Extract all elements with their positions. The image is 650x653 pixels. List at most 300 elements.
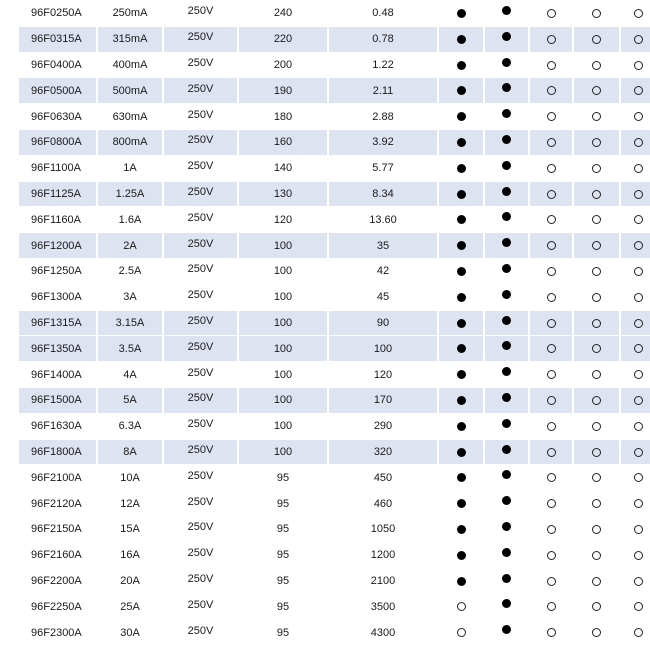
open-circle-icon <box>547 344 556 353</box>
rated-voltage-cell <box>164 465 237 490</box>
filled-circle-icon <box>502 367 511 376</box>
value-cell: 5.77 <box>372 162 394 175</box>
rated-voltage-cell <box>164 207 237 232</box>
value-cell: 290 <box>373 420 393 433</box>
approval-mark-cell <box>485 388 528 413</box>
rated-voltage-text: 250V <box>187 366 214 379</box>
rated-voltage-text: 250V <box>187 443 214 456</box>
approval-mark-cell <box>485 620 528 645</box>
rated-current-cell: 630mA <box>112 110 148 123</box>
table-row <box>19 182 650 207</box>
filled-circle-icon <box>502 135 511 144</box>
rated-voltage-cell <box>164 285 237 310</box>
rated-voltage-cell <box>164 1 237 26</box>
open-circle-icon <box>634 602 643 611</box>
approval-mark-cell <box>574 130 619 155</box>
open-circle-icon <box>634 86 643 95</box>
open-circle-icon <box>457 602 466 611</box>
open-circle-icon <box>634 448 643 457</box>
approval-mark-cell <box>621 104 650 129</box>
approval-mark-cell <box>621 285 650 310</box>
open-circle-icon <box>592 9 601 18</box>
value-cell: 95 <box>276 523 290 536</box>
filled-circle-icon <box>502 625 511 634</box>
rated-voltage-text: 250V <box>187 185 214 198</box>
approval-mark-cell <box>574 53 619 78</box>
part-number-cell: 96F0630A <box>31 110 82 123</box>
approval-mark-cell <box>574 259 619 284</box>
open-circle-icon <box>547 370 556 379</box>
value-cell: 2100 <box>370 574 396 587</box>
rated-current-cell: 16A <box>120 549 140 562</box>
open-circle-icon <box>634 473 643 482</box>
approval-mark-cell <box>574 78 619 103</box>
value-cell: 240 <box>273 7 293 20</box>
value-cell: 450 <box>373 471 393 484</box>
open-circle-icon <box>592 370 601 379</box>
filled-circle-icon <box>502 599 511 608</box>
open-circle-icon <box>547 267 556 276</box>
filled-circle-icon <box>502 445 511 454</box>
open-circle-icon <box>592 396 601 405</box>
approval-mark-cell <box>621 517 650 542</box>
rated-voltage-text: 250V <box>187 392 214 405</box>
open-circle-icon <box>547 499 556 508</box>
open-circle-icon <box>592 473 601 482</box>
approval-mark-cell <box>485 182 528 207</box>
part-number-cell: 96F2150A <box>31 523 82 536</box>
part-number-cell: 96F1125A <box>19 182 96 207</box>
approval-mark-cell <box>485 543 528 568</box>
approval-mark-cell <box>530 259 572 284</box>
value-cell: 2.11 <box>329 78 437 103</box>
approval-mark-cell <box>439 362 483 387</box>
filled-circle-icon <box>502 212 511 221</box>
table-row <box>19 78 650 103</box>
approval-mark-cell <box>530 53 572 78</box>
approval-mark-cell <box>485 440 528 465</box>
rated-current-cell: 1.25A <box>98 182 162 207</box>
approval-mark-cell <box>485 285 528 310</box>
approval-mark-cell <box>574 465 619 490</box>
rated-voltage-text: 250V <box>187 598 214 611</box>
open-circle-icon <box>592 267 601 276</box>
value-cell: 120 <box>273 213 293 226</box>
value-cell: 100 <box>239 233 327 258</box>
approval-mark-cell <box>574 362 619 387</box>
rated-voltage-cell <box>164 130 237 155</box>
open-circle-icon <box>634 370 643 379</box>
part-number-cell: 96F1300A <box>31 291 82 304</box>
value-cell: 42 <box>376 265 390 278</box>
value-cell: 170 <box>329 388 437 413</box>
rated-voltage-cell <box>164 259 237 284</box>
filled-circle-icon <box>457 9 466 18</box>
approval-mark-cell <box>621 569 650 594</box>
rated-voltage-text: 250V <box>187 624 214 637</box>
approval-mark-cell <box>530 543 572 568</box>
rated-voltage-cell <box>164 156 237 181</box>
open-circle-icon <box>547 190 556 199</box>
rated-current-cell: 10A <box>120 471 140 484</box>
part-number-cell: 96F0250A <box>31 7 82 20</box>
fuse-spec-table-container <box>17 0 646 646</box>
table-row <box>19 130 650 155</box>
part-number-cell: 96F2200A <box>31 574 82 587</box>
approval-mark-cell <box>439 440 483 465</box>
rated-current-cell: 400mA <box>112 58 148 71</box>
approval-mark-cell <box>530 156 572 181</box>
approval-mark-cell <box>574 156 619 181</box>
approval-mark-cell <box>574 440 619 465</box>
open-circle-icon <box>634 551 643 560</box>
open-circle-icon <box>634 267 643 276</box>
open-circle-icon <box>547 577 556 586</box>
approval-mark-cell <box>439 156 483 181</box>
open-circle-icon <box>547 215 556 224</box>
open-circle-icon <box>634 577 643 586</box>
value-cell: 35 <box>329 233 437 258</box>
rated-voltage-text: 250V <box>187 547 214 560</box>
approval-mark-cell <box>530 620 572 645</box>
open-circle-icon <box>547 112 556 121</box>
open-circle-icon <box>634 344 643 353</box>
approval-mark-cell <box>621 1 650 26</box>
open-circle-icon <box>634 499 643 508</box>
table-row <box>19 336 650 361</box>
value-cell: 190 <box>239 78 327 103</box>
rated-voltage-text: 250V <box>187 56 214 69</box>
approval-mark-cell <box>439 414 483 439</box>
table-row <box>19 104 650 129</box>
part-number-cell: 96F0315A <box>19 27 96 52</box>
value-cell: 45 <box>376 291 390 304</box>
open-circle-icon <box>547 293 556 302</box>
filled-circle-icon <box>502 264 511 273</box>
approval-mark-cell <box>621 336 650 361</box>
filled-circle-icon <box>502 58 511 67</box>
value-cell: 1050 <box>370 523 396 536</box>
table-row <box>19 491 650 516</box>
approval-mark-cell <box>621 78 650 103</box>
rated-current-cell: 5A <box>98 388 162 413</box>
open-circle-icon <box>634 525 643 534</box>
rated-voltage-cell <box>164 594 237 619</box>
table-row <box>19 517 650 542</box>
value-cell: 320 <box>329 440 437 465</box>
open-circle-icon <box>547 473 556 482</box>
open-circle-icon <box>592 344 601 353</box>
rated-voltage-text: 250V <box>187 134 214 147</box>
approval-mark-cell <box>485 104 528 129</box>
value-cell: 220 <box>239 27 327 52</box>
open-circle-icon <box>592 319 601 328</box>
approval-mark-cell <box>621 27 650 52</box>
part-number-cell: 96F1200A <box>19 233 96 258</box>
rated-current-cell: 315mA <box>98 27 162 52</box>
approval-mark-cell <box>485 311 528 336</box>
open-circle-icon <box>634 138 643 147</box>
approval-mark-cell <box>574 207 619 232</box>
approval-mark-cell <box>621 259 650 284</box>
open-circle-icon <box>592 241 601 250</box>
value-cell: 100 <box>273 368 293 381</box>
open-circle-icon <box>592 61 601 70</box>
rated-voltage-text: 250V <box>187 418 214 431</box>
approval-mark-cell <box>574 285 619 310</box>
open-circle-icon <box>592 525 601 534</box>
approval-mark-cell <box>621 182 650 207</box>
table-row <box>19 285 650 310</box>
value-cell: 3500 <box>370 600 396 613</box>
value-cell: 140 <box>273 162 293 175</box>
table-row <box>19 543 650 568</box>
value-cell: 100 <box>273 291 293 304</box>
rated-voltage-cell <box>164 362 237 387</box>
open-circle-icon <box>547 525 556 534</box>
rated-voltage-cell <box>164 517 237 542</box>
rated-current-cell: 1A <box>123 162 137 175</box>
rated-voltage-text: 250V <box>187 314 214 327</box>
approval-mark-cell <box>621 156 650 181</box>
value-cell: 8.34 <box>329 182 437 207</box>
value-cell: 460 <box>373 497 393 510</box>
open-circle-icon <box>547 448 556 457</box>
open-circle-icon <box>547 164 556 173</box>
value-cell: 180 <box>273 110 293 123</box>
value-cell: 100 <box>329 336 437 361</box>
approval-mark-cell <box>530 362 572 387</box>
open-circle-icon <box>547 628 556 637</box>
filled-circle-icon <box>457 525 466 534</box>
rated-voltage-text: 250V <box>187 31 214 44</box>
filled-circle-icon <box>502 187 511 196</box>
approval-mark-cell <box>439 569 483 594</box>
approval-mark-cell <box>439 517 483 542</box>
approval-mark-cell <box>574 182 619 207</box>
approval-mark-cell <box>574 104 619 129</box>
rated-current-cell: 15A <box>120 523 140 536</box>
filled-circle-icon <box>457 577 466 586</box>
approval-mark-cell <box>574 543 619 568</box>
approval-mark-cell <box>439 1 483 26</box>
part-number-cell: 96F0400A <box>31 58 82 71</box>
rated-voltage-text: 250V <box>187 211 214 224</box>
approval-mark-cell <box>439 182 483 207</box>
part-number-cell: 96F2160A <box>31 549 82 562</box>
part-number-cell: 96F1350A <box>19 336 96 361</box>
approval-mark-cell <box>621 207 650 232</box>
approval-mark-cell <box>439 311 483 336</box>
filled-circle-icon <box>457 422 466 431</box>
filled-circle-icon <box>457 138 466 147</box>
approval-mark-cell <box>530 388 572 413</box>
table-row <box>19 233 650 258</box>
rated-current-cell: 25A <box>120 600 140 613</box>
part-number-cell: 96F1250A <box>31 265 82 278</box>
open-circle-icon <box>592 293 601 302</box>
open-circle-icon <box>592 551 601 560</box>
rated-voltage-text: 250V <box>187 521 214 534</box>
value-cell: 95 <box>276 626 290 639</box>
filled-circle-icon <box>502 238 511 247</box>
rated-voltage-text: 250V <box>187 108 214 121</box>
approval-mark-cell <box>530 517 572 542</box>
approval-mark-cell <box>485 78 528 103</box>
filled-circle-icon <box>502 496 511 505</box>
filled-circle-icon <box>502 316 511 325</box>
rated-current-cell: 250mA <box>112 7 148 20</box>
open-circle-icon <box>592 35 601 44</box>
filled-circle-icon <box>502 341 511 350</box>
rated-current-cell: 3.15A <box>98 311 162 336</box>
open-circle-icon <box>547 551 556 560</box>
table-row <box>19 465 650 490</box>
rated-current-cell: 3.5A <box>98 336 162 361</box>
open-circle-icon <box>592 164 601 173</box>
rated-voltage-cell <box>164 620 237 645</box>
approval-mark-cell <box>530 440 572 465</box>
approval-mark-cell <box>621 362 650 387</box>
approval-mark-cell <box>530 414 572 439</box>
open-circle-icon <box>634 293 643 302</box>
fuse-spec-table <box>17 0 650 646</box>
open-circle-icon <box>547 319 556 328</box>
value-cell: 95 <box>276 497 290 510</box>
approval-mark-cell <box>530 569 572 594</box>
table-row <box>19 259 650 284</box>
part-number-cell: 96F1315A <box>19 311 96 336</box>
value-cell: 4300 <box>370 626 396 639</box>
rated-voltage-text: 250V <box>187 82 214 95</box>
open-circle-icon <box>634 61 643 70</box>
filled-circle-icon <box>502 419 511 428</box>
table-row <box>19 388 650 413</box>
rated-voltage-text: 250V <box>187 495 214 508</box>
table-row <box>19 207 650 232</box>
part-number-cell: 96F0500A <box>19 78 96 103</box>
approval-mark-cell <box>621 388 650 413</box>
open-circle-icon <box>592 215 601 224</box>
table-row <box>19 362 650 387</box>
rated-voltage-cell <box>164 336 237 361</box>
approval-mark-cell <box>439 207 483 232</box>
approval-mark-cell <box>485 465 528 490</box>
approval-mark-cell <box>485 1 528 26</box>
rated-voltage-cell <box>164 104 237 129</box>
approval-mark-cell <box>439 27 483 52</box>
filled-circle-icon <box>457 551 466 560</box>
rated-voltage-text: 250V <box>187 572 214 585</box>
filled-circle-icon <box>457 112 466 121</box>
approval-mark-cell <box>439 104 483 129</box>
approval-mark-cell <box>621 440 650 465</box>
filled-circle-icon <box>457 319 466 328</box>
open-circle-icon <box>592 190 601 199</box>
open-circle-icon <box>547 61 556 70</box>
table-row <box>19 311 650 336</box>
rated-voltage-text: 250V <box>187 340 214 353</box>
open-circle-icon <box>634 9 643 18</box>
rated-voltage-cell <box>164 311 237 336</box>
approval-mark-cell <box>439 336 483 361</box>
filled-circle-icon <box>457 35 466 44</box>
approval-mark-cell <box>574 517 619 542</box>
rated-current-cell: 30A <box>120 626 140 639</box>
table-row <box>19 569 650 594</box>
rated-current-cell: 3A <box>123 291 137 304</box>
approval-mark-cell <box>574 491 619 516</box>
open-circle-icon <box>634 396 643 405</box>
filled-circle-icon <box>457 473 466 482</box>
rated-voltage-cell <box>164 491 237 516</box>
approval-mark-cell <box>621 53 650 78</box>
rated-voltage-text: 250V <box>187 469 214 482</box>
approval-mark-cell <box>621 620 650 645</box>
value-cell: 0.48 <box>372 7 394 20</box>
open-circle-icon <box>592 86 601 95</box>
value-cell: 95 <box>276 600 290 613</box>
open-circle-icon <box>634 241 643 250</box>
approval-mark-cell <box>621 543 650 568</box>
filled-circle-icon <box>457 344 466 353</box>
part-number-cell: 96F1400A <box>31 368 82 381</box>
approval-mark-cell <box>621 130 650 155</box>
approval-mark-cell <box>439 620 483 645</box>
approval-mark-cell <box>485 517 528 542</box>
approval-mark-cell <box>439 259 483 284</box>
approval-mark-cell <box>439 130 483 155</box>
approval-mark-cell <box>530 491 572 516</box>
approval-mark-cell <box>621 465 650 490</box>
approval-mark-cell <box>439 543 483 568</box>
approval-mark-cell <box>485 53 528 78</box>
table-row <box>19 440 650 465</box>
filled-circle-icon <box>457 164 466 173</box>
approval-mark-cell <box>439 594 483 619</box>
rated-current-cell: 8A <box>98 440 162 465</box>
approval-mark-cell <box>574 311 619 336</box>
table-row <box>19 620 650 645</box>
filled-circle-icon <box>457 396 466 405</box>
approval-mark-cell <box>621 311 650 336</box>
open-circle-icon <box>634 319 643 328</box>
table-row <box>19 1 650 26</box>
open-circle-icon <box>592 628 601 637</box>
approval-mark-cell <box>485 156 528 181</box>
rated-current-cell: 4A <box>123 368 137 381</box>
rated-current-cell: 2.5A <box>118 265 142 278</box>
approval-mark-cell <box>439 285 483 310</box>
open-circle-icon <box>547 35 556 44</box>
open-circle-icon <box>547 422 556 431</box>
value-cell: 90 <box>329 311 437 336</box>
approval-mark-cell <box>485 233 528 258</box>
filled-circle-icon <box>502 161 511 170</box>
approval-mark-cell <box>439 53 483 78</box>
filled-circle-icon <box>502 32 511 41</box>
approval-mark-cell <box>485 259 528 284</box>
part-number-cell: 96F2120A <box>31 497 82 510</box>
approval-mark-cell <box>439 465 483 490</box>
value-cell: 100 <box>239 336 327 361</box>
rated-voltage-cell <box>164 388 237 413</box>
open-circle-icon <box>547 396 556 405</box>
value-cell: 100 <box>239 311 327 336</box>
part-number-cell: 96F1500A <box>19 388 96 413</box>
open-circle-icon <box>634 628 643 637</box>
open-circle-icon <box>547 602 556 611</box>
